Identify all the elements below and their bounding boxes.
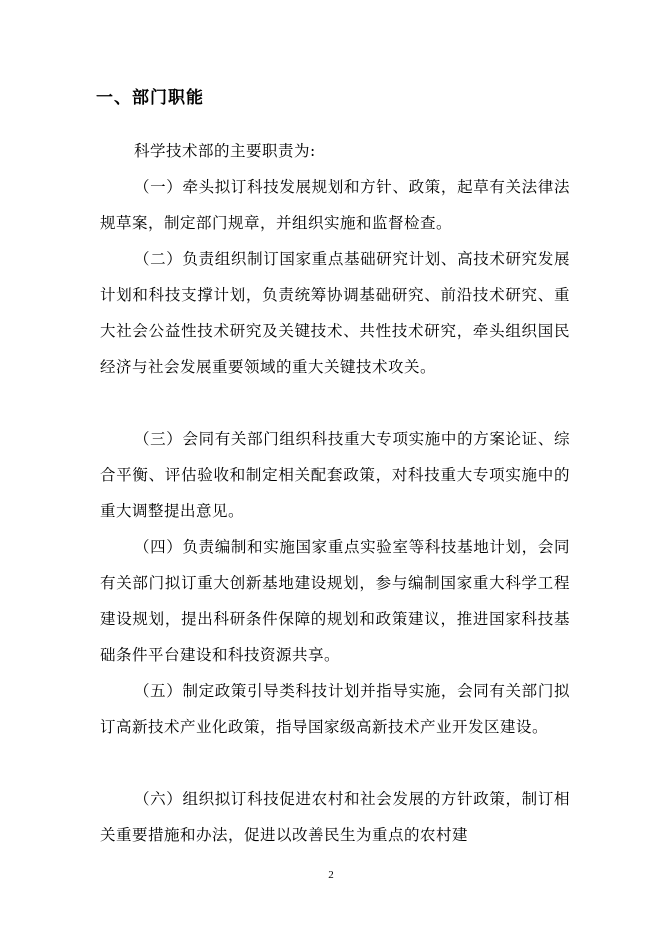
duty-item-5: （五）制定政策引导类科技计划并指导实施，会同有关部门拟订高新技术产业化政策，指导国家级高新技术产业开发区建设。 (100, 682, 570, 736)
duty-item-3: （三）会同有关部门组织科技重大专项实施中的方案论证、综合平衡、评估验收和制定相关配套政策，对科技重大专项实施中的重大调整提出意见。 (100, 430, 570, 520)
page-number: 2 (328, 869, 334, 881)
section-heading: 一、部门职能 (96, 88, 204, 108)
duty-item-4: （四）负责编制和实施国家重点实验室等科技基地计划，会同有关部门拟订重大创新基地建设规划，参与编制国家重大科学工程建设规划，提出科研条件保障的规划和政策建议，推进国家科技基础条件平台建设和科技资源共享。 (100, 538, 570, 664)
duty-item-2: （二）负责组织制订国家重点基础研究计划、高技术研究发展计划和科技支撑计划，负责统筹协调基础研究、前沿技术研究、重大社会公益性技术研究及关键技术、共性技术研究，牵头组织国民经济与社会发展重要领域的重大关键技术攻关。 (100, 250, 570, 376)
intro-paragraph: 科学技术部的主要职责为: (134, 142, 316, 160)
duty-item-1: （一）牵头拟订科技发展规划和方针、政策，起草有关法律法规草案，制定部门规章，并组织实施和监督检查。 (100, 178, 570, 232)
duty-item-6: （六）组织拟订科技促进农村和社会发展的方针政策，制订相关重要措施和办法，促进以改善民生为重点的农村建 (100, 790, 570, 844)
